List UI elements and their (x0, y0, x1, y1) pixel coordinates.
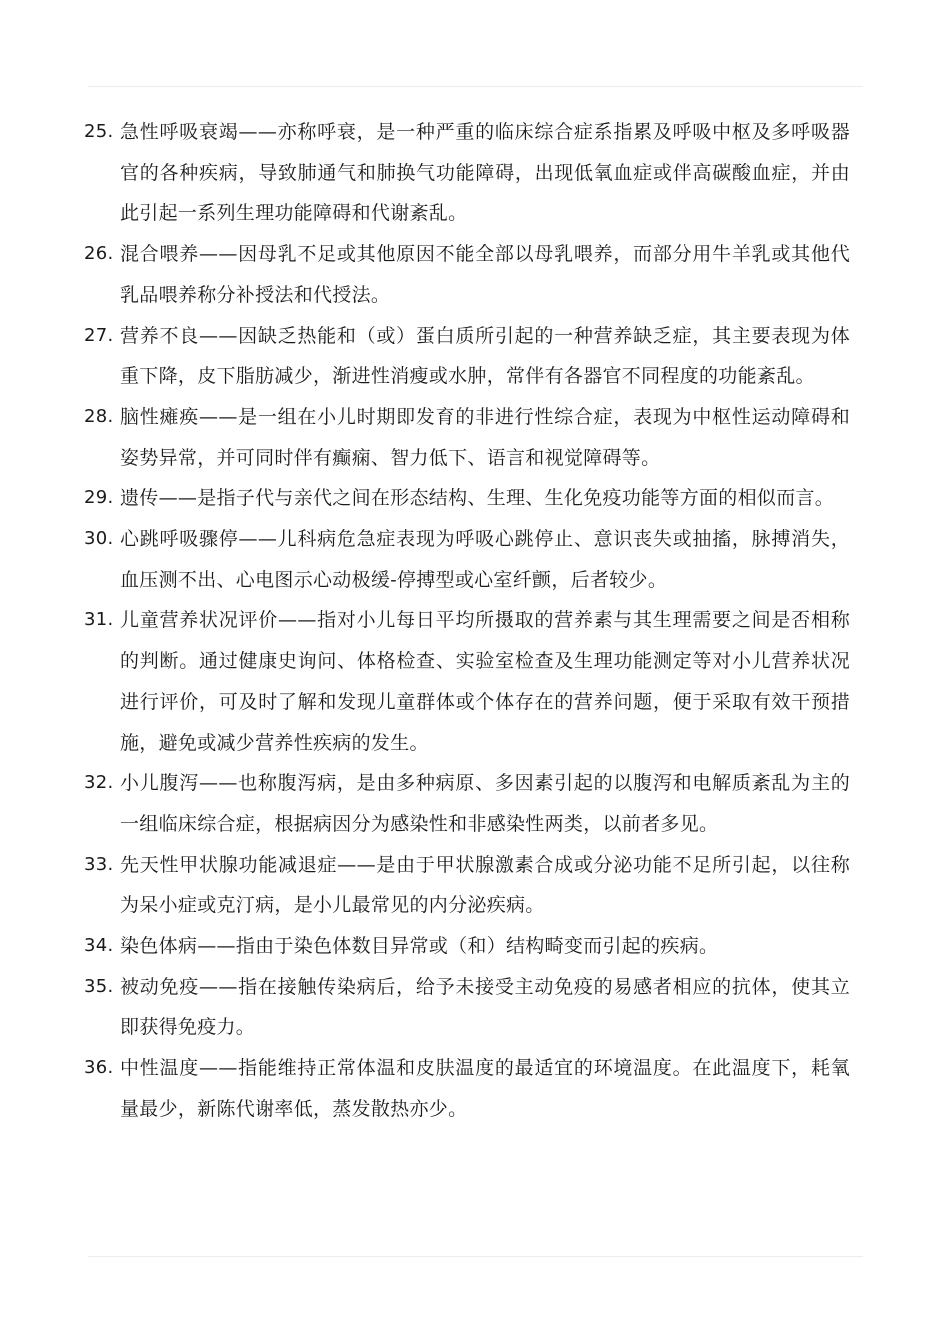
entry-number: 27. (84, 324, 114, 346)
entry-text: 营养不良——因缺乏热能和（或）蛋白质所引起的一种营养缺乏症，其主要表现为体重下降，皮下脂肪减少，渐进性消瘦或水肿，常伴有各器官不同程度的功能紊乱。 (120, 324, 850, 388)
glossary-entry-30 (84, 519, 850, 600)
entry-number: 29. (84, 487, 114, 509)
entry-number: 25. (84, 121, 114, 142)
entry-text: 急性呼吸衰竭——亦称呼衰，是一种严重的临床综合症系指累及呼吸中枢及多呼吸器官的各种疾病，导致肺通气和肺换气功能障碍，出现低氧血症或伴高碳酸血症，并由此引起一系列生理功能障碍和代谢紊乱。 (120, 121, 850, 225)
entry-number: 28. (84, 405, 114, 427)
entry-text: 混合喂养——因母乳不足或其他原因不能全部以母乳喂养，而部分用牛羊乳或其他代乳品喂养称分补授法和代授法。 (120, 243, 850, 306)
entry-number: 35. (84, 975, 114, 997)
footer-rule (88, 1256, 863, 1257)
glossary-entry-25 (84, 112, 850, 234)
glossary-entry-33 (84, 845, 850, 926)
entry-number: 26. (84, 243, 114, 265)
entry-number: 36. (84, 1057, 114, 1079)
glossary-entry-26 (84, 234, 850, 315)
entry-text: 脑性瘫痪——是一组在小儿时期即发育的非进行性综合症，表现为中枢性运动障碍和姿势异常，并可同时伴有癫痫、智力低下、语言和视觉障碍等。 (120, 405, 850, 469)
entry-text: 被动免疫——指在接触传染病后，给予未接受主动免疫的易感者相应的抗体，使其立即获得免疫力。 (120, 975, 850, 1039)
entry-number: 33. (84, 853, 114, 875)
glossary-entry-32 (84, 763, 850, 844)
entry-text: 染色体病——指由于染色体数目异常或（和）结构畸变而引起的疾病。 (120, 935, 719, 958)
entry-text: 先天性甲状腺功能减退症——是由于甲状腺激素合成或分泌功能不足所引起，以往称为呆小症或克汀病，是小儿最常见的内分泌疾病。 (120, 853, 850, 917)
entry-number: 30. (84, 528, 114, 550)
glossary-entry-31 (84, 600, 850, 763)
glossary-list (84, 112, 850, 1130)
entry-number: 31. (84, 609, 114, 631)
entry-text: 中性温度——指能维持正常体温和皮肤温度的最适宜的环境温度。在此温度下，耗氧量最少，新陈代谢率低，蒸发散热亦少。 (120, 1057, 850, 1120)
entry-number: 32. (84, 772, 114, 794)
entry-number: 34. (84, 935, 114, 957)
glossary-entry-36 (84, 1048, 850, 1129)
entry-text: 儿童营养状况评价——指对小儿每日平均所摄取的营养素与其生理需要之间是否相称的判断。通过健康史询问、体格检查、实验室检查及生理功能测定等对小儿营养状况进行评价，可及时了解和发现儿童群体或个体存在的营养问题，便于采取有效干预措施，避免或减少营养性疾病的发生。 (120, 609, 850, 754)
entry-text: 小儿腹泻——也称腹泻病，是由多种病原、多因素引起的以腹泻和电解质紊乱为主的一组临床综合症，根据病因分为感染性和非感染性两类，以前者多见。 (120, 772, 850, 835)
entry-text: 心跳呼吸骤停——儿科病危急症表现为呼吸心跳停止、意识丧失或抽搐，脉搏消失，血压测不出、心电图示心动极缓-停搏型或心室纤颤，后者较少。 (120, 528, 850, 591)
entry-text: 遗传——是指子代与亲代之间在形态结构、生理、生化免疫功能等方面的相似而言。 (120, 487, 835, 510)
glossary-entry-27 (84, 316, 850, 397)
header-rule (88, 86, 863, 87)
glossary-entry-35 (84, 967, 850, 1048)
glossary-entry-29 (84, 478, 850, 519)
glossary-entry-28 (84, 397, 850, 478)
glossary-entry-34 (84, 926, 850, 967)
